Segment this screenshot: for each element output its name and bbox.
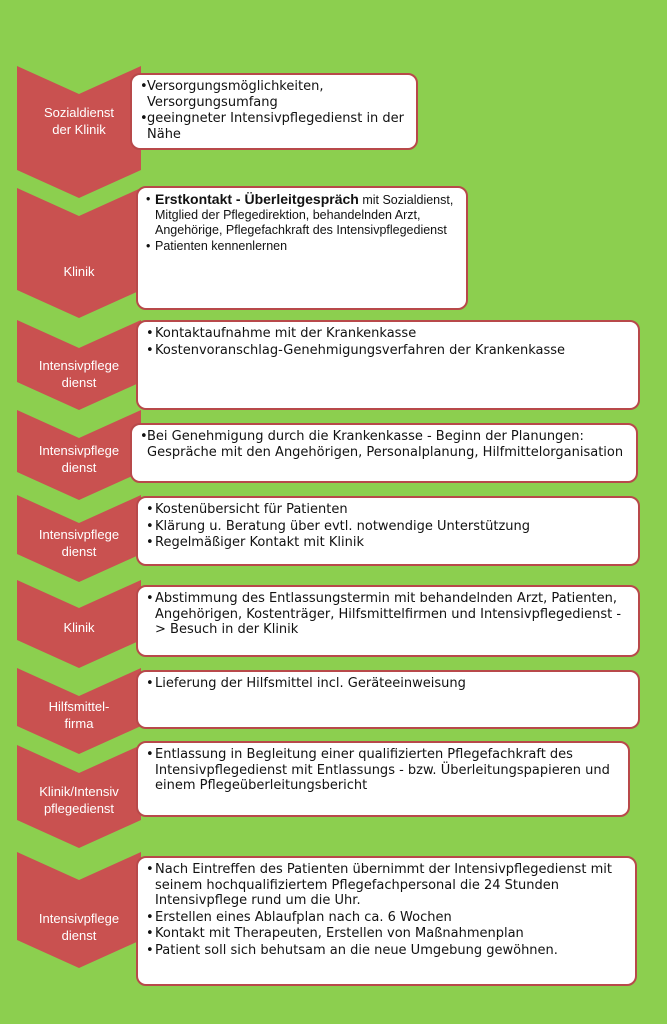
step-actor-label [19,619,139,636]
list-item [146,502,630,518]
list-item [146,192,458,238]
list-item [146,910,627,926]
item-text: Abstimmung des Entlassungstermin mit behandelnden Arzt, Patienten, Angehörigen, Kostenträger, Hilfsmittelfirmen und Intensivpflegedienst -> Besuch in der Klinik [155,591,622,637]
actor-label-line: Klinik [63,263,95,279]
bullet-icon: • [146,926,154,941]
bullet-icon: • [146,239,151,253]
bullet-icon: • [146,591,154,606]
list-item [146,676,630,692]
step-description-box [136,186,468,310]
bullet-icon: • [146,862,154,877]
list-item [146,591,630,638]
bullet-icon: • [146,676,154,691]
item-text: Bei Genehmigung durch die Krankenkasse - Beginn der Planungen: Gespräche mit den Angehörigen, Personalplanung, Hilfmittelorganisation [147,429,624,460]
item-text: Entlassung in Begleitung einer qualifizierten Pflegefachkraft des Intensivpflegedienst mit Entlassungs - bzw. Überleitungspapieren und einem Pflegeüberleitungsbericht [155,747,610,793]
step-description-box [136,496,640,566]
step-description-box [130,73,418,150]
actor-label-line: Klinik/Intensiv [39,784,119,799]
item-text: Regelmäßiger Kontakt mit Klinik [155,535,364,550]
list-item [146,239,458,254]
step-actor-label [19,442,139,476]
list-item [146,943,627,959]
actor-label-line: dienst [61,928,97,943]
actor-label-line: dienst [61,375,97,390]
list-item [146,326,630,342]
bullet-icon: • [146,909,154,925]
actor-label-line: Intensivpflege [38,443,120,458]
bullet-icon: • [146,747,154,762]
list-item [140,111,408,142]
item-text: Kontakt mit Therapeuten, Erstellen von Maßnahmenplan [155,926,524,941]
step-description-box [136,320,640,410]
bullet-icon: • [146,326,154,341]
step-item-list [146,502,630,551]
bullet-icon: • [146,942,154,958]
bullet-icon: • [146,502,154,517]
step-description-box [136,670,640,729]
item-text: Kostenvoranschlag-Genehmigungsverfahren der Krankenkasse [155,342,566,358]
actor-label-line: firma [64,716,94,731]
step-item-list [140,429,628,460]
bullet-icon: • [146,535,154,550]
step-item-list [146,591,630,638]
step-actor-label [19,104,139,138]
step-actor-label [19,263,139,280]
bullet-icon: • [146,518,154,534]
list-item [140,429,628,460]
item-text: Lieferung der Hilfsmittel incl. Geräteeinweisung [155,676,466,691]
list-item [146,519,630,535]
step-item-list [146,747,620,794]
actor-label-line: dienst [61,460,97,475]
step-description-box [136,741,630,817]
step-actor-label [19,357,139,391]
item-text: Versorgungsmöglichkeiten, Versorgungsumfang [147,79,324,110]
actor-label-line: der Klinik [52,122,106,137]
step-actor-label [19,698,139,732]
item-text: Klärung u. Beratung über evtl. notwendige Unterstützung [155,518,530,534]
actor-label-line: dienst [61,544,97,559]
list-item [140,79,408,110]
step-item-list [146,862,627,958]
item-text: mit Sozialdienst, Mitglied der Pflegedirektion, behandelnden Arzt, Angehörige, Pflegefachkraft des Intensivpflegedienst [155,193,454,237]
list-item [146,862,627,909]
step-description-box [136,856,637,986]
list-item [146,535,630,551]
emphasized-text: Erstkontakt - Überleitgespräch [155,191,359,207]
bullet-icon: • [146,192,151,206]
item-text: Kontaktaufnahme mit der Krankenkasse [155,326,417,341]
step-actor-label [19,910,139,944]
bullet-icon: • [146,342,154,358]
item-text: Patienten kennenlernen [155,239,288,253]
actor-label-line: Klinik [63,619,95,635]
bullet-icon: • [140,429,148,444]
step-chevron [17,188,141,318]
actor-label-line: Intensivpflege [38,527,120,542]
list-item [146,747,620,794]
step-description-box [130,423,638,483]
actor-label-line: Hilfsmittel- [48,699,110,714]
actor-label-line: Intensivpflege [38,911,120,926]
step-description-box [136,585,640,657]
step-item-list [146,326,630,358]
step-actor-label [19,783,139,817]
item-text: Patient soll sich behutsam an die neue Umgebung gewöhnen. [155,942,558,958]
actor-label-line: Intensivpflege [38,358,120,373]
step-item-list [146,676,630,692]
step-item-list [140,79,408,142]
item-text: Erstellen eines Ablaufplan nach ca. 6 Wochen [155,909,452,925]
actor-label-line: pflegedienst [43,801,115,816]
list-item [146,926,627,942]
step-item-list [146,192,458,254]
item-text: Nach Eintreffen des Patienten übernimmt der Intensivpflegedienst mit seinem hochqualifiziertem Pflegefachpersonal die 24 Stunden Intensivpflege rund um die Uhr. [155,862,612,908]
bullet-icon: • [140,111,148,126]
step-actor-label [19,526,139,560]
list-item [146,343,630,359]
actor-label-line: Sozialdienst [43,105,115,120]
bullet-icon: • [140,79,148,94]
item-text: Kostenübersicht für Patienten [155,502,348,517]
item-text: geeingneter Intensivpflegedienst in der Nähe [147,111,405,142]
